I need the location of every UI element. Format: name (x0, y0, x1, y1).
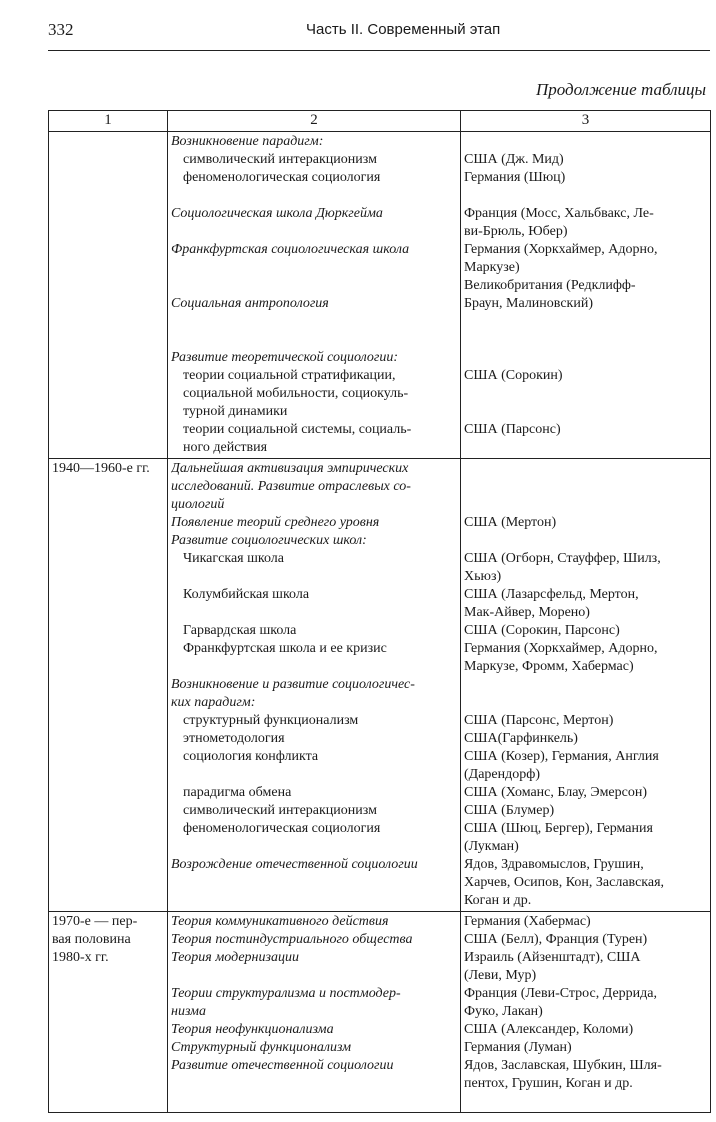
cell-line: низма (171, 1004, 206, 1019)
cell-line: ви-Брюль, Юбер) (464, 224, 568, 239)
cell-line: символический интеракционизм (183, 152, 377, 167)
cell-line (464, 349, 707, 367)
cell-line (464, 1093, 707, 1111)
cell-line (171, 874, 457, 892)
page-header (48, 20, 710, 51)
cell-line: Фуко, Лакан) (464, 1004, 543, 1019)
cell-line (171, 967, 457, 985)
cell-line: Возникновение парадигм: (171, 134, 324, 149)
cell-line (464, 331, 707, 349)
period-cell (49, 459, 168, 912)
cell-line: Франкфуртская социологическая школа (171, 242, 410, 257)
cell-line (171, 277, 457, 295)
cell-line: Хьюз) (464, 569, 502, 584)
cell-line: США (Мертон) (464, 515, 557, 530)
cell-line (464, 496, 707, 514)
cell-line: Развитие теоретической социологии: (171, 350, 399, 365)
topics-cell (168, 132, 461, 459)
cell-line: Появление теорий среднего уровня (171, 515, 380, 530)
cell-line: Ядов, Здравомыслов, Грушин, (464, 857, 644, 872)
cell-line: Теория постиндустриального общества (171, 932, 413, 947)
cell-line (171, 568, 457, 586)
cell-line: структурный функционализм (183, 713, 359, 728)
cell-line: Франция (Леви-Строс, Деррида, (464, 986, 657, 1001)
cell-line (171, 259, 457, 277)
cell-line: США (Белл), Франция (Турен) (464, 932, 648, 947)
cell-line: Развитие отечественной социологии (171, 1058, 394, 1073)
cell-line: этнометодология (183, 731, 285, 746)
cell-line (171, 313, 457, 331)
cell-line: (Дарендорф) (464, 767, 540, 782)
cell-line (171, 838, 457, 856)
cell-line: (Лукман) (464, 839, 519, 854)
cell-line: социальной мобильности, социокуль- (183, 386, 409, 401)
cell-line (464, 313, 707, 331)
representatives-cell (461, 912, 711, 1113)
cell-line: США (Шюц, Бергер), Германия (464, 821, 653, 836)
cell-line (464, 385, 707, 403)
cell-line: Великобритания (Редклифф- (464, 278, 636, 293)
cell-line (464, 439, 707, 457)
table-row (49, 132, 711, 459)
table-row (49, 912, 711, 1113)
cell-line: вая половина (52, 932, 131, 947)
cell-line: Возрождение отечественной социологии (171, 857, 418, 872)
cell-line: Маркузе, Фромм, Хабермас) (464, 659, 634, 674)
cell-line (171, 604, 457, 622)
cell-line: Германия (Луман) (464, 1040, 572, 1055)
cell-line: феноменологическая социология (183, 170, 381, 185)
cell-line: США (Блумер) (464, 803, 555, 818)
column-header-3: 3 (461, 111, 711, 132)
cell-line: Германия (Хоркхаймер, Адорно, (464, 242, 658, 257)
column-header-2: 2 (168, 111, 461, 132)
cell-line: ких парадигм: (171, 695, 256, 710)
cell-line: Чикагская школа (183, 551, 284, 566)
cell-line (464, 694, 707, 712)
cell-line: теории социальной стратификации, (183, 368, 396, 383)
cell-line: Израиль (Айзенштадт), США (464, 950, 641, 965)
cell-line: Теория коммуникативного действия (171, 914, 389, 929)
cell-line: Структурный функционализм (171, 1040, 352, 1055)
cell-line: Возникновение и развитие социологичес- (171, 677, 415, 692)
cell-line: 1970-е — пер- (52, 914, 138, 929)
representatives-cell (461, 132, 711, 459)
cell-line (171, 892, 457, 910)
cell-line: турной динамики (183, 404, 288, 419)
cell-line: пентох, Грушин, Коган и др. (464, 1076, 633, 1091)
cell-line (464, 478, 707, 496)
cell-line: Франция (Мосс, Хальбвакс, Ле- (464, 206, 654, 221)
cell-line (171, 1093, 457, 1111)
cell-line: Дальнейшая активизация эмпирических (171, 461, 409, 476)
cell-line: Социальная антропология (171, 296, 329, 311)
cell-line: Колумбийская школа (183, 587, 310, 602)
running-title: Часть II. Современный этап (306, 21, 501, 38)
cell-line: 1940—1960-е гг. (52, 461, 150, 476)
cell-line (171, 331, 457, 349)
cell-line (171, 658, 457, 676)
cell-line: Гарвардская школа (183, 623, 297, 638)
cell-line: Германия (Шюц) (464, 170, 566, 185)
cell-line: Социологическая школа Дюркгейма (171, 206, 383, 221)
period-cell (49, 912, 168, 1113)
cell-line (464, 403, 707, 421)
chronology-table (48, 110, 711, 1113)
cell-line (171, 187, 457, 205)
cell-line: США (Дж. Мид) (464, 152, 564, 167)
cell-line: США (Сорокин) (464, 368, 563, 383)
cell-line: Германия (Хабермас) (464, 914, 591, 929)
cell-line (464, 676, 707, 694)
cell-line (464, 187, 707, 205)
table-row (49, 459, 711, 912)
cell-line: США (Парсонс, Мертон) (464, 713, 614, 728)
cell-line: Теория модернизации (171, 950, 299, 965)
cell-line: Франкфуртская школа и ее кризис (183, 641, 387, 656)
cell-line: США (Козер), Германия, Англия (464, 749, 659, 764)
cell-line: США (Хоманс, Блау, Эмерсон) (464, 785, 648, 800)
cell-line (464, 133, 707, 151)
cell-line: Германия (Хоркхаймер, Адорно, (464, 641, 658, 656)
cell-line: Харчев, Осипов, Кон, Заславская, (464, 875, 665, 890)
cell-line (171, 766, 457, 784)
cell-line: (Леви, Мур) (464, 968, 537, 983)
cell-line: 1980-х гг. (52, 950, 109, 965)
column-header-1: 1 (49, 111, 168, 132)
cell-line: Мак-Айвер, Морено) (464, 605, 590, 620)
cell-line: США(Гарфинкель) (464, 731, 578, 746)
topics-cell (168, 459, 461, 912)
cell-line: США (Сорокин, Парсонс) (464, 623, 620, 638)
cell-line: парадигма обмена (183, 785, 292, 800)
topics-cell (168, 912, 461, 1113)
cell-line: США (Парсонс) (464, 422, 561, 437)
cell-line (464, 460, 707, 478)
cell-line: Развитие социологических школ: (171, 533, 367, 548)
cell-line: США (Лазарсфельд, Мертон, (464, 587, 639, 602)
cell-line (464, 532, 707, 550)
cell-line: Коган и др. (464, 893, 532, 908)
cell-line (171, 223, 457, 241)
cell-line (171, 1075, 457, 1093)
table-continuation-label: Продолжение таблицы (535, 80, 706, 99)
period-cell (49, 132, 168, 459)
cell-line: исследований. Развитие отраслевых со- (171, 479, 411, 494)
cell-line: феноменологическая социология (183, 821, 381, 836)
cell-line: социология конфликта (183, 749, 319, 764)
table-header-row (49, 111, 711, 132)
cell-line: символический интеракционизм (183, 803, 377, 818)
cell-line: циологий (171, 497, 225, 512)
representatives-cell (461, 459, 711, 912)
page-number: 332 (48, 20, 74, 39)
cell-line: США (Александер, Коломи) (464, 1022, 634, 1037)
cell-line: Теория неофункционализма (171, 1022, 334, 1037)
cell-line: Теории структурализма и постмодер- (171, 986, 401, 1001)
cell-line: теории социальной системы, социаль- (183, 422, 412, 437)
cell-line: ного действия (183, 440, 268, 455)
cell-line: Ядов, Заславская, Шубкин, Шля- (464, 1058, 662, 1073)
cell-line: США (Огборн, Стауффер, Шилз, (464, 551, 661, 566)
cell-line: Маркузе) (464, 260, 520, 275)
cell-line: Браун, Малиновский) (464, 296, 593, 311)
